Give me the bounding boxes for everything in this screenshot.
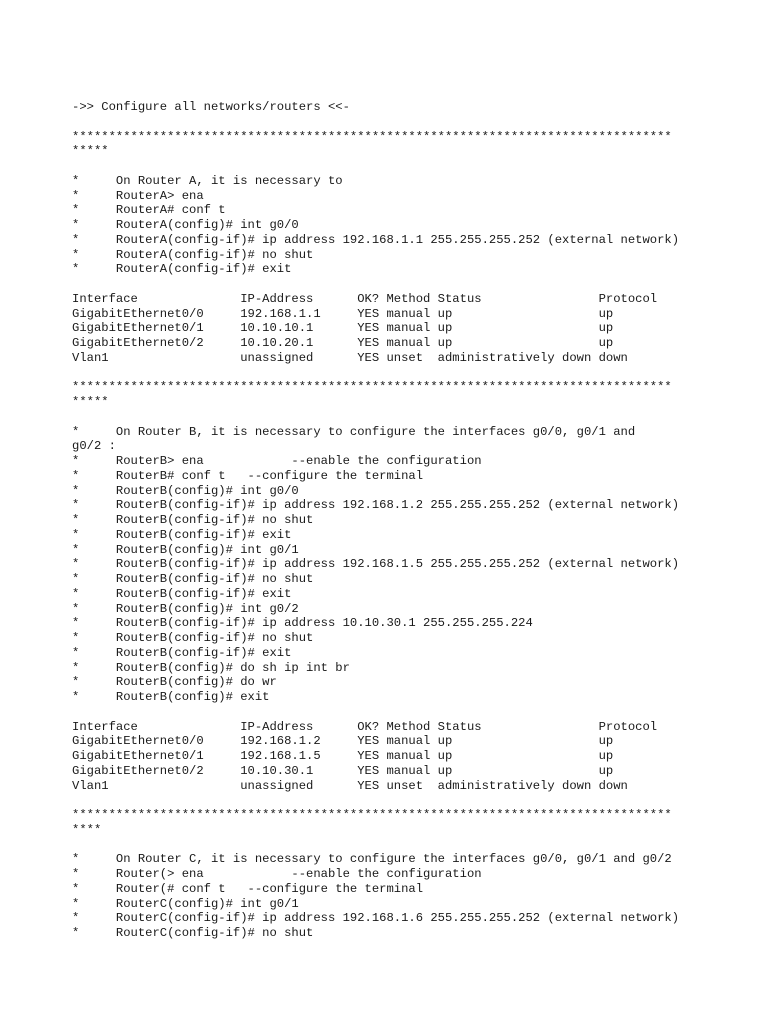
table-header-row: Interface IP-Address OK? Method Status Protocol: [72, 291, 658, 306]
blank-line: [72, 410, 712, 425]
document-page: [72, 100, 712, 941]
blank-line: [72, 277, 712, 292]
command-line: * RouterB(config-if)# no shut: [72, 631, 314, 645]
command-line: * RouterB(config)# do wr: [72, 675, 277, 690]
table-row: GigabitEthernet0/1 192.168.1.5 YES manual up up: [72, 749, 614, 763]
table-row: GigabitEthernet0/2 10.10.30.1 YES manual up up: [72, 763, 614, 778]
table-row: Vlan1 unassigned YES unset administratively down down: [72, 778, 628, 793]
command-line: * RouterB(config-if)# ip address 192.168.1.2 255.255.255.252 (external network): [72, 498, 680, 513]
command-line: * RouterB(config-if)# no shut: [72, 572, 314, 586]
command-line: * RouterC(config)# int g0/1: [72, 896, 299, 911]
table-row: GigabitEthernet0/2 10.10.20.1 YES manual up up: [72, 336, 614, 350]
table-row: GigabitEthernet0/0 192.168.1.1 YES manual up up: [72, 306, 614, 321]
command-line: * RouterB(config)# int g0/1: [72, 542, 299, 557]
blank-line: [72, 115, 712, 130]
blank-line: [72, 366, 712, 381]
document-title: ->> Configure all networks/routers <<-: [72, 100, 350, 114]
blank-line: [72, 159, 712, 174]
section-heading: * On Router B, it is necessary to configure the interfaces g0/0, g0/1 and: [72, 424, 636, 439]
section-heading: * On Router A, it is necessary to: [72, 173, 343, 188]
command-line: * RouterC(config-if)# no shut: [72, 926, 314, 940]
section-heading: * On Router C, it is necessary to configure the interfaces g0/0, g0/1 and g0/2: [72, 852, 672, 867]
command-line: * Router(# conf t --configure the terminal: [72, 881, 424, 896]
table-header-row: Interface IP-Address OK? Method Status Protocol: [72, 719, 658, 734]
command-line: * RouterB(config-if)# no shut: [72, 513, 314, 527]
command-line: * RouterB# conf t --configure the terminal: [72, 468, 424, 483]
command-line: * RouterA> ena: [72, 188, 204, 203]
command-line: * RouterC(config-if)# ip address 192.168.1.6 255.255.255.252 (external network): [72, 911, 680, 926]
text-line: g0/2 :: [72, 439, 116, 454]
command-line: * RouterA(config-if)# exit: [72, 262, 292, 277]
command-line: * RouterB(config-if)# ip address 192.168.1.5 255.255.255.252 (external network): [72, 557, 680, 572]
command-line: * Router(> ena --enable the configuration: [72, 867, 482, 881]
command-line: * RouterB> ena --enable the configuration: [72, 454, 482, 468]
separator-line: *****: [72, 395, 109, 409]
command-line: * RouterA(config)# int g0/0: [72, 218, 299, 232]
blank-line: [72, 705, 712, 720]
separator-line: **********************************************************************************: [72, 129, 672, 144]
command-line: * RouterB(config-if)# ip address 10.10.30.1 255.255.255.224: [72, 616, 533, 631]
command-line: * RouterB(config-if)# exit: [72, 586, 292, 601]
separator-line: **********************************************************************************: [72, 808, 672, 822]
command-line: * RouterA# conf t: [72, 203, 226, 218]
command-line: * RouterB(config)# do sh ip int br: [72, 660, 350, 675]
command-line: * RouterA(config-if)# ip address 192.168.1.1 255.255.255.252 (external network): [72, 232, 680, 247]
table-row: GigabitEthernet0/0 192.168.1.2 YES manual up up: [72, 734, 614, 749]
command-line: * RouterB(config)# int g0/0: [72, 483, 299, 498]
separator-line: *****: [72, 144, 109, 159]
command-line: * RouterA(config-if)# no shut: [72, 247, 314, 262]
command-line: * RouterB(config)# int g0/2: [72, 601, 299, 616]
command-line: * RouterB(config-if)# exit: [72, 645, 292, 660]
command-line: * RouterB(config)# exit: [72, 690, 270, 704]
table-row: Vlan1 unassigned YES unset administratively down down: [72, 350, 628, 365]
blank-line: [72, 838, 712, 853]
command-line: * RouterB(config-if)# exit: [72, 527, 292, 542]
separator-line: **********************************************************************************: [72, 380, 672, 395]
table-row: GigabitEthernet0/1 10.10.10.1 YES manual up up: [72, 321, 614, 336]
separator-line: ****: [72, 822, 102, 837]
blank-line: [72, 793, 712, 808]
